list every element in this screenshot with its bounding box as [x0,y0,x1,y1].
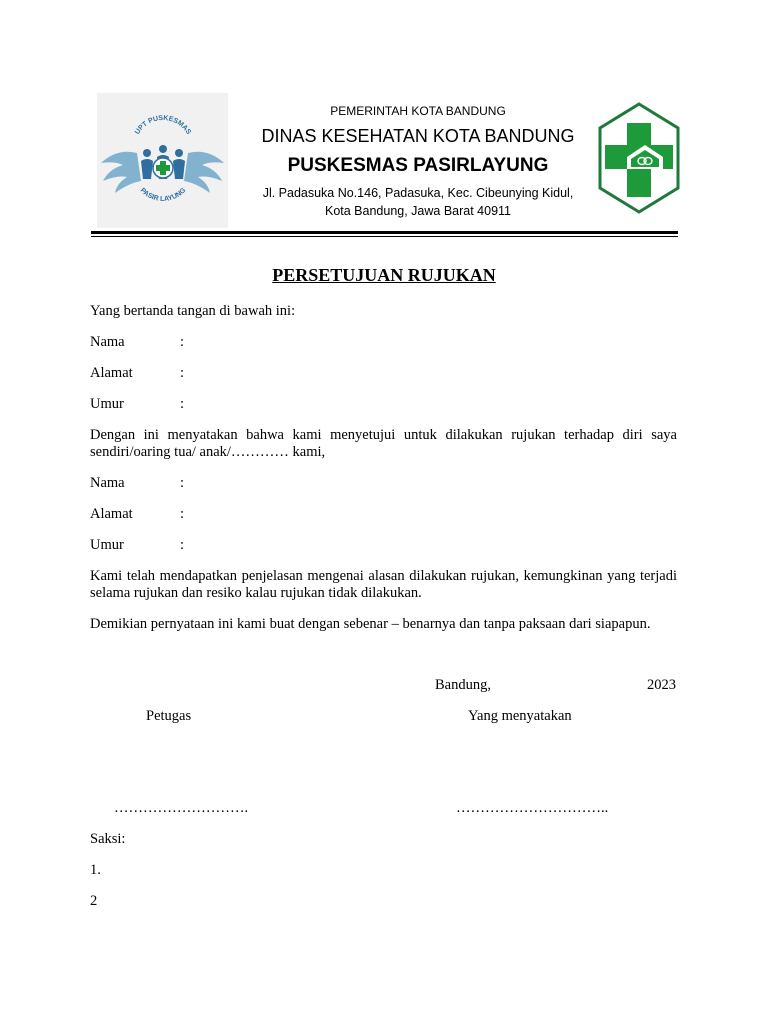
witness-label: Saksi: [90,831,126,847]
field-umur-2-label: Umur [90,537,124,553]
field-umur-1-label: Umur [90,396,124,412]
declarant-signature-line: ………………………….. [456,800,609,816]
field-nama-2-label: Nama [90,475,125,491]
officer-label: Petugas [146,708,192,724]
address-line-1: Jl. Padasuka No.146, Padasuka, Kec. Cibeunying Kidul, [262,186,574,200]
svg-text:PASIR LAYUNG [139,187,188,203]
header-divider-thin [91,236,678,237]
puskesmas-logo [97,93,228,228]
statement-paragraph: Dengan ini menyatakan bahwa kami menyetujui untuk dilakukan rujukan terhadap diri saya sendiri/oaring tua/ anak/………… kami, [90,427,677,460]
field-umur-2-colon: : [180,537,185,553]
document-title: PERSETUJUAN RUJUKAN [272,265,496,285]
svg-text:UPT PUSKESMAS [134,115,192,136]
field-umur-1-colon: : [180,396,185,412]
signature-year: 2023 [647,677,676,693]
department-name: DINAS KESEHATAN KOTA BANDUNG [261,126,575,146]
field-nama-1-colon: : [180,334,185,350]
field-alamat-1-label: Alamat [90,365,133,381]
logo-top-text: UPT PUSKESMAS [134,114,192,136]
intro-text: Yang bertanda tangan di bawah ini: [90,303,296,319]
government-name: PEMERINTAH KOTA BANDUNG [330,104,506,118]
officer-signature-line: ………………………. [114,800,249,816]
field-alamat-1-colon: : [180,365,185,381]
explanation-paragraph: Kami telah mendapatkan penjelasan mengenai alasan dilakukan rujukan, kemungkinan yang terjadi selama rujukan dan resiko kalau rujukan tidak dilakukan. [90,568,677,601]
witness-2: 2 [90,893,98,909]
institution-name: PUSKESMAS PASIRLAYUNG [287,155,549,176]
header-divider-thick [91,231,678,234]
field-nama-2-colon: : [180,475,185,491]
signature-place: Bandung, [435,677,491,693]
address-line-2: Kota Bandung, Jawa Barat 40911 [324,204,512,218]
declarant-label: Yang menyatakan [468,708,572,724]
field-alamat-2-colon: : [180,506,185,522]
witness-1: 1. [90,862,101,878]
field-nama-1-label: Nama [90,334,125,350]
green-cross-house-icon [597,101,681,215]
closing-statement: Demikian pernyataan ini kami buat dengan sebenar – benarnya dan tanpa paksaan dari siapapun. [90,616,651,632]
logo-bottom-text: PASIR LAYUNG [138,186,188,204]
field-alamat-2-label: Alamat [90,506,133,522]
